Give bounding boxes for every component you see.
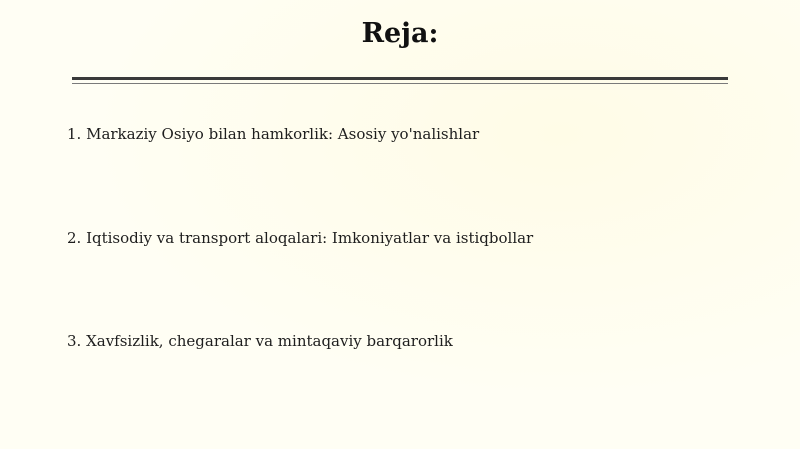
agenda-item-2: 2. Iqtisodiy va transport aloqalari: Imkoniyatlar va istiqbollar <box>67 229 534 247</box>
divider-thick-line <box>72 77 728 80</box>
slide-title: Reja: <box>361 18 439 49</box>
agenda-item-1: 1. Markaziy Osiyo bilan hamkorlik: Asosiy yo'nalishlar <box>67 125 480 143</box>
title-divider <box>72 77 728 85</box>
divider-thin-line <box>72 83 728 84</box>
agenda-item-3: 3. Xavfsizlik, chegaralar va mintaqaviy barqarorlik <box>67 332 453 350</box>
